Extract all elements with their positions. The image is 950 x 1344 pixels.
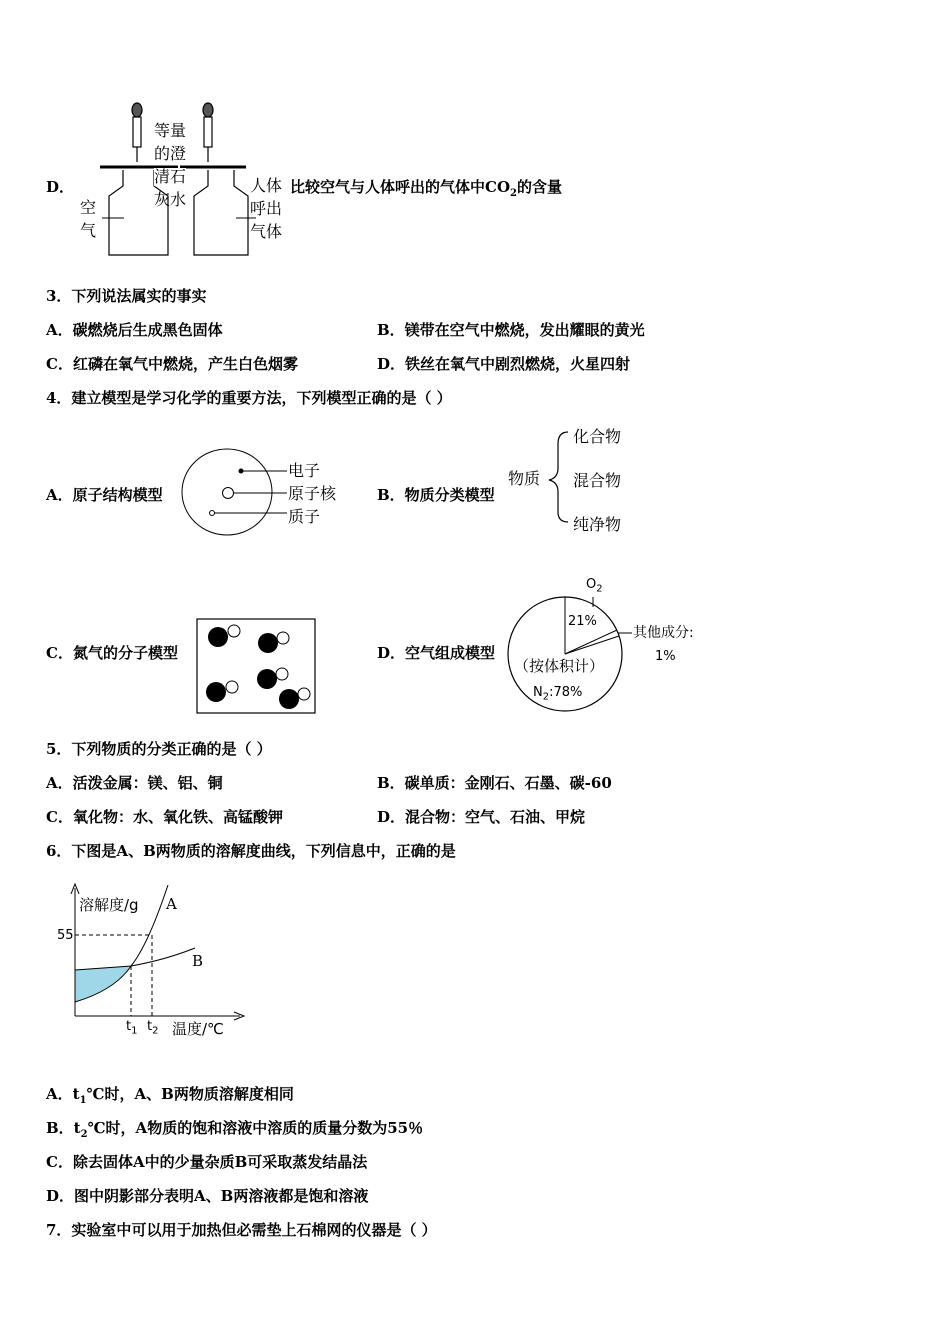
q4-option-b: B．物质分类模型 xyxy=(377,486,495,504)
q6-option-c: C．除去固体A中的少量杂质B可采取蒸发结晶法 xyxy=(46,1153,368,1171)
right-dropper xyxy=(203,103,213,162)
right-bottle xyxy=(194,170,248,255)
q5-option-d: D．混合物：空气、石油、甲烷 xyxy=(377,808,586,826)
molecule-2 xyxy=(258,632,289,653)
classification-item-mixture: 混合物 xyxy=(573,471,622,490)
q6-stem: 6．下图是A、B两物质的溶解度曲线，下列信息中，正确的是 xyxy=(46,842,456,860)
q4-stem: 4．建立模型是学习化学的重要方法，下列模型正确的是（ ） xyxy=(46,389,452,407)
graph-xlabel: 温度/℃ xyxy=(172,1020,224,1038)
left-dropper xyxy=(132,103,142,162)
dropper-note-1: 等量 xyxy=(154,121,187,140)
pie-label-other: 其他成分: xyxy=(633,625,694,641)
graph-curve-a-label: A xyxy=(166,895,177,913)
q5-option-b: B．碳单质：金刚石、石墨、碳-60 xyxy=(377,774,612,792)
q3-option-b: B．镁带在空气中燃烧，发出耀眼的黄光 xyxy=(377,321,645,339)
curve-b xyxy=(75,948,195,970)
molecule-4 xyxy=(206,681,238,702)
right-gas-label-2: 呼出 xyxy=(250,199,283,218)
pie-label-n2: $N_2:78\%$ xyxy=(533,685,583,703)
right-gas-label-3: 气体 xyxy=(250,222,283,241)
left-gas-label-2: 气 xyxy=(80,221,97,240)
q5-option-a: A．活泼金属：镁、铝、铜 xyxy=(46,774,223,792)
classification-item-compound: 化合物 xyxy=(573,427,622,446)
q6-option-a: A．$t_1℃$时，A、B两物质溶解度相同 xyxy=(46,1085,294,1106)
q4-option-c: C．氮气的分子模型 xyxy=(46,644,178,662)
q2-option-d-letter: D． xyxy=(46,178,75,196)
q3-stem: 3．下列说法属实的事实 xyxy=(46,287,207,305)
pie-label-21: 21% xyxy=(568,614,597,629)
graph-tick-t2: $t_2$ xyxy=(147,1019,159,1037)
atom-label-electron: 电子 xyxy=(288,461,321,480)
molecule-1 xyxy=(208,625,240,647)
dropper-note-2: 的澄 xyxy=(154,144,187,163)
shaded-region xyxy=(75,966,131,1002)
q6-option-d: D．图中阴影部分表明A、B两溶液都是饱和溶液 xyxy=(46,1187,369,1205)
classification-root: 物质 xyxy=(508,469,541,488)
graph-tick-t1: $t_1$ xyxy=(126,1019,138,1037)
q2-option-d-text: 比较空气与人体呼出的气体中$CO_2$的含量 xyxy=(290,178,563,199)
q5-stem: 5．下列物质的分类正确的是（ ） xyxy=(46,740,272,758)
dropper-note-3: 清石 xyxy=(154,167,187,186)
pie-label-1pct: 1% xyxy=(655,649,676,664)
q3-option-a: A．碳燃烧后生成黑色固体 xyxy=(46,321,223,339)
left-gas-label-1: 空 xyxy=(80,198,97,217)
q7-stem: 7．实验室中可以用于加热但必需垫上石棉网的仪器是（ ） xyxy=(46,1221,437,1239)
pie-label-basis: （按体积计） xyxy=(514,657,605,675)
atom-label-nucleus: 原子核 xyxy=(288,484,337,503)
q4-option-d: D．空气组成模型 xyxy=(377,644,496,662)
classification-item-pure: 纯净物 xyxy=(573,515,622,534)
q6-option-b: B．$t_2℃$时，A物质的饱和溶液中溶质的质量分数为55％ xyxy=(46,1119,424,1140)
molecule-3 xyxy=(257,668,288,689)
molecule-5 xyxy=(279,688,310,709)
q3-option-d: D．铁丝在氧气中剧烈燃烧，火星四射 xyxy=(377,355,631,373)
q4-option-a: A．原子结构模型 xyxy=(46,486,163,504)
graph-tick-55: 55 xyxy=(57,928,74,943)
solubility-graph xyxy=(0,0,1,1)
right-gas-label-1: 人体 xyxy=(250,176,283,195)
graph-ylabel: 溶解度/g xyxy=(79,896,139,914)
graph-curve-b-label: B xyxy=(192,952,204,970)
pie-label-o2: $O_2$ xyxy=(586,577,603,595)
q5-option-c: C．氧化物：水、氧化铁、高锰酸钾 xyxy=(46,808,283,826)
atom-label-proton: 质子 xyxy=(288,507,321,526)
q3-option-c: C．红磷在氧气中燃烧，产生白色烟雾 xyxy=(46,355,298,373)
dropper-note-4: 灰水 xyxy=(154,190,187,209)
